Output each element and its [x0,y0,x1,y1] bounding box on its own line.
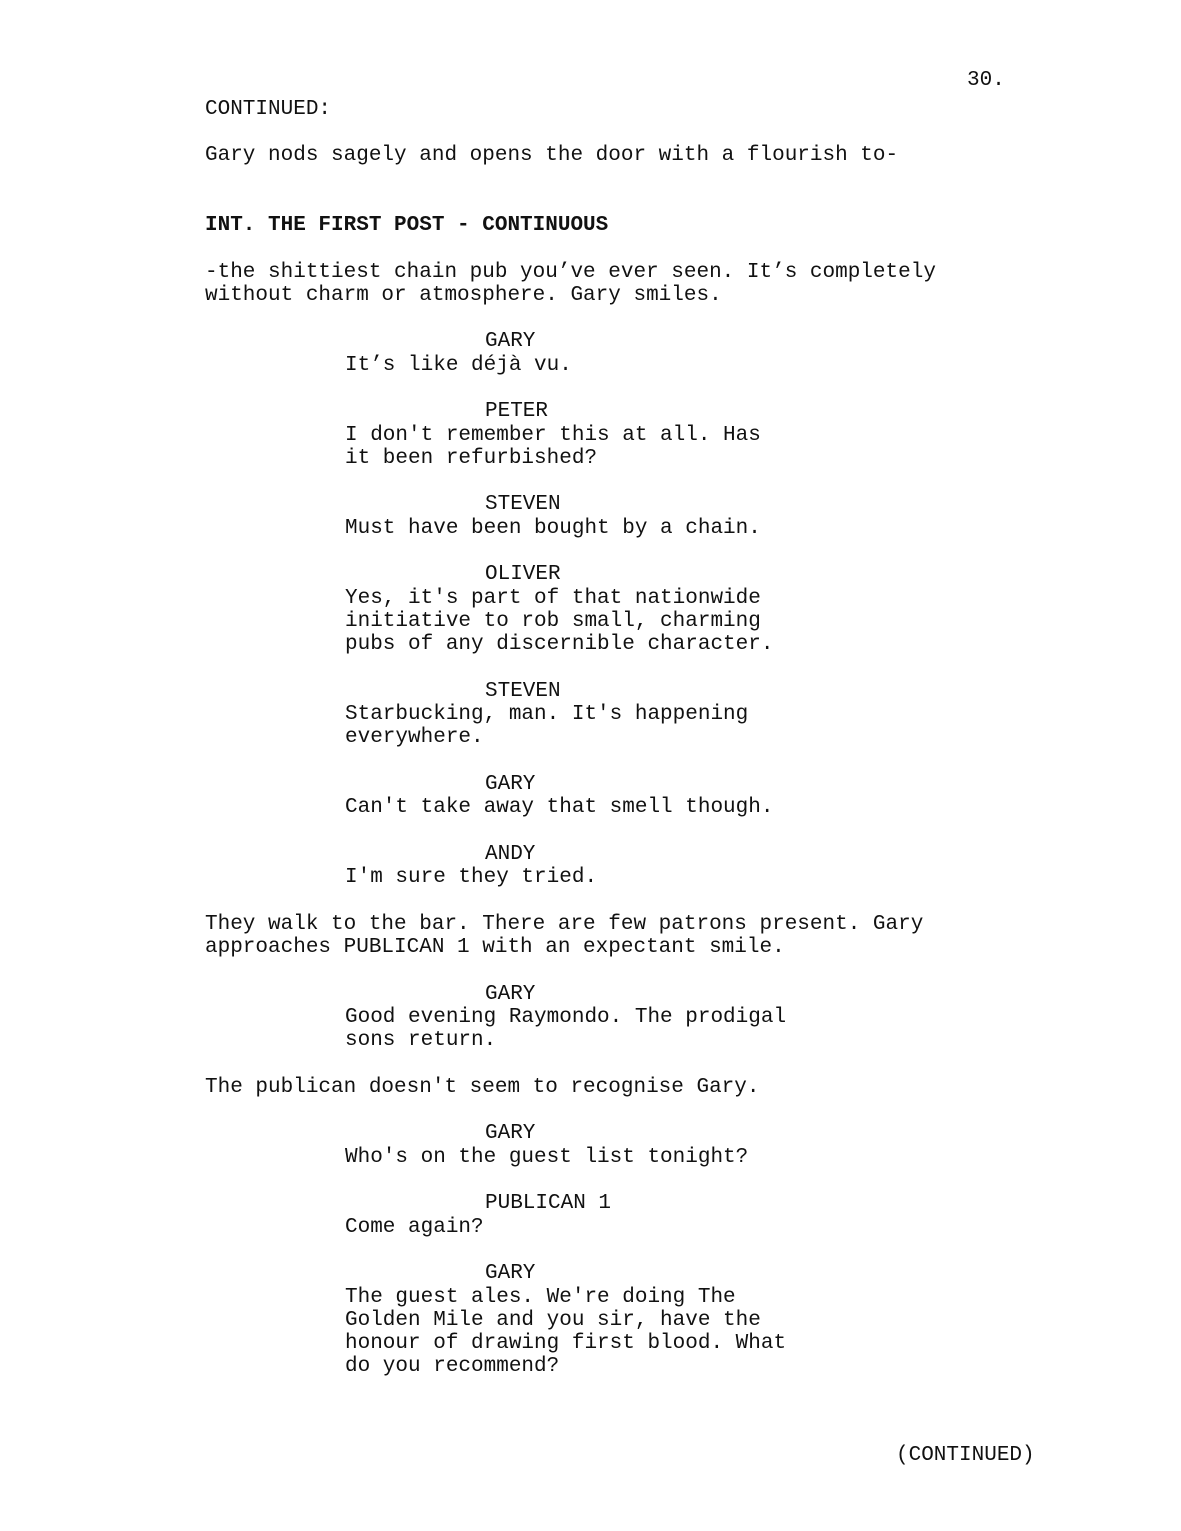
continued-header: CONTINUED: [205,98,332,121]
action-line: The publican doesn't seem to recognise Gary. [205,1076,760,1099]
character-name: STEVEN [485,680,561,703]
character-name: OLIVER [485,563,561,586]
dialogue-line: initiative to rob small, charming [345,610,761,633]
character-name: GARY [485,1122,536,1145]
scene-heading: INT. THE FIRST POST - CONTINUOUS [205,214,609,237]
character-name: GARY [485,330,536,353]
dialogue-line: The guest ales. We're doing The [345,1286,736,1309]
dialogue-line: everywhere. [345,726,484,749]
character-name: PETER [485,400,549,423]
dialogue-line: Must have been bought by a chain. [345,517,761,540]
character-name: GARY [485,1262,536,1285]
character-name: ANDY [485,843,536,866]
dialogue-line: I'm sure they tried. [345,866,598,889]
character-name: GARY [485,773,536,796]
dialogue-line: honour of drawing first blood. What [345,1332,787,1355]
dialogue-line: It’s like déjà vu. [345,354,572,377]
action-line: without charm or atmosphere. Gary smiles. [205,284,722,307]
page-number: 30. [967,69,1005,92]
character-name: PUBLICAN 1 [485,1192,612,1215]
dialogue-line: Can't take away that smell though. [345,796,774,819]
dialogue-line: sons return. [345,1029,497,1052]
action-line: approaches PUBLICAN 1 with an expectant smile. [205,936,785,959]
dialogue-line: it been refurbished? [345,447,598,470]
continued-footer: (CONTINUED) [896,1444,1035,1467]
character-name: STEVEN [485,493,561,516]
dialogue-line: Yes, it's part of that nationwide [345,587,761,610]
dialogue-line: Starbucking, man. It's happening [345,703,749,726]
dialogue-line: pubs of any discernible character. [345,633,774,656]
action-line: Gary nods sagely and opens the door with a flourish to- [205,144,899,167]
action-line: They walk to the bar. There are few patrons present. Gary [205,913,924,936]
dialogue-line: I don't remember this at all. Has [345,424,761,447]
action-line: -the shittiest chain pub you’ve ever seen. It’s completely [205,261,936,284]
character-name: GARY [485,983,536,1006]
dialogue-line: Good evening Raymondo. The prodigal [345,1006,787,1029]
dialogue-line: Golden Mile and you sir, have the [345,1309,761,1332]
dialogue-line: Come again? [345,1216,484,1239]
dialogue-line: do you recommend? [345,1355,560,1378]
dialogue-line: Who's on the guest list tonight? [345,1146,749,1169]
